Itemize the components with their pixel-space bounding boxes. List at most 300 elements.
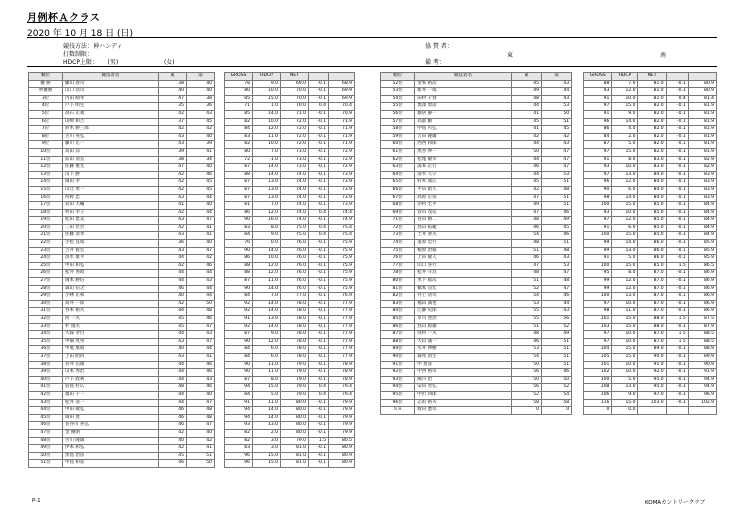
east-score: 48	[511, 270, 541, 278]
result-row	[29, 384, 355, 392]
rank: 24位	[29, 255, 63, 263]
east-score: 40	[159, 437, 187, 445]
adjust: -0.1	[666, 285, 688, 293]
adjust: -0.1	[309, 95, 329, 103]
adjust: 0.4	[309, 232, 329, 240]
gross: 86	[225, 255, 253, 263]
player-name: 井上 清司	[415, 293, 512, 301]
competition-label: 競技方法：神ハンディ	[63, 43, 123, 50]
hdcp: 11.0	[253, 399, 281, 407]
result-row	[381, 202, 717, 210]
column-gap	[572, 308, 584, 316]
gross: 92	[225, 308, 253, 316]
net: 75.0	[281, 232, 309, 240]
south-score: 43	[541, 80, 571, 88]
hdcp: 14.0	[612, 240, 638, 248]
south-score: 53	[541, 103, 571, 111]
rank: 15位	[29, 186, 63, 194]
rank: 5位	[29, 110, 63, 118]
rank: 39位	[29, 369, 63, 377]
result-row	[29, 164, 355, 172]
net: 79.0	[281, 437, 309, 445]
final: 83.9	[688, 171, 716, 179]
south-score: 34	[187, 156, 215, 164]
adjust: -0.1	[666, 240, 688, 248]
final: 76.9	[329, 293, 355, 301]
result-row	[29, 369, 355, 377]
player-name: 安田 善弘	[415, 384, 512, 392]
final: 69.9	[329, 88, 355, 96]
hdcp: 15.0	[612, 232, 638, 240]
south-score: 40	[187, 391, 215, 399]
final: 86.9	[688, 285, 716, 293]
south-score: 47	[541, 270, 571, 278]
player-name: 杉 規夫	[63, 323, 159, 331]
east-score: 40	[159, 293, 187, 301]
net: 81.0	[281, 452, 309, 460]
net: 79.0	[281, 391, 309, 399]
gross: 96	[584, 118, 612, 126]
east-score: 43	[159, 217, 187, 225]
gross: 94	[225, 407, 253, 415]
page-title: 月例杯Ａクラス	[27, 13, 101, 24]
result-row	[29, 323, 355, 331]
south-score: 51	[187, 452, 215, 460]
hdcp: 8.0	[612, 270, 638, 278]
hdcp: 10.0	[612, 331, 638, 339]
column-gap	[572, 331, 584, 339]
adjust: -0.1	[666, 179, 688, 187]
result-row	[381, 103, 717, 111]
column-gap	[572, 232, 584, 240]
net: 78.0	[281, 323, 309, 331]
gross: 106	[584, 391, 612, 399]
gross: 98	[584, 308, 612, 316]
south-score: 45	[187, 118, 215, 126]
gross: 84	[225, 346, 253, 354]
hdcp: 15.0	[612, 399, 638, 407]
gross: 100	[584, 262, 612, 270]
hdcp: 15.0	[253, 95, 281, 103]
column-gap	[215, 255, 225, 263]
east-score: 46	[511, 164, 541, 172]
result-row	[381, 95, 717, 103]
south-score: 47	[187, 399, 215, 407]
column-gap	[215, 316, 225, 324]
hdcp: 15.0	[253, 452, 281, 460]
result-row	[29, 118, 355, 126]
rank: 83位	[381, 300, 415, 308]
club-name: KOMAカントリークラブ	[645, 500, 706, 506]
hdcp: 14.0	[612, 194, 638, 202]
net: 76.0	[281, 255, 309, 263]
east-score: 45	[511, 80, 541, 88]
south-score: 47	[541, 285, 571, 293]
result-row	[29, 247, 355, 255]
final: 84.9	[688, 202, 716, 210]
rank: 51位	[29, 460, 63, 468]
result-row	[381, 346, 717, 354]
gross: 87	[225, 164, 253, 172]
column-gap	[572, 217, 584, 225]
net: 81.0	[638, 80, 666, 88]
player-name: 山口 浩司	[63, 88, 159, 96]
adjust: -0.1	[666, 376, 688, 384]
hdcp: 10.0	[253, 255, 281, 263]
gross: 96	[225, 460, 253, 468]
east-score: 52	[511, 285, 541, 293]
gross: 103	[584, 323, 612, 331]
final: 71.9	[329, 141, 355, 149]
remarks-label: 備 考：	[425, 59, 445, 66]
column-gap	[215, 399, 225, 407]
net: 84.0	[638, 194, 666, 202]
player-name: 高田 涼	[63, 148, 159, 156]
final: 85.9	[688, 255, 716, 263]
rank: 11位	[29, 156, 63, 164]
player-name: 山下 勝	[63, 171, 159, 179]
column-gap	[572, 186, 584, 194]
rank: 77位	[381, 262, 415, 270]
south-score: 46	[541, 232, 571, 240]
player-name: 湯本 正行	[415, 164, 512, 172]
south-score: 42	[187, 255, 215, 263]
net: 78.0	[281, 331, 309, 339]
column-gap	[572, 338, 584, 346]
result-row	[29, 278, 355, 286]
column-gap	[572, 110, 584, 118]
adjust: -0.1	[309, 429, 329, 437]
final: 75.9	[329, 278, 355, 286]
net: 82.0	[638, 148, 666, 156]
hdcp: 5.0	[612, 141, 638, 149]
south-score: 41	[187, 148, 215, 156]
hdcp: 11.0	[253, 369, 281, 377]
hdcp: 13.0	[253, 179, 281, 187]
column-gap	[215, 186, 225, 194]
result-row	[381, 194, 717, 202]
gross: 87	[225, 194, 253, 202]
gross: 87	[225, 331, 253, 339]
south-score: 44	[541, 300, 571, 308]
gross: 91	[584, 95, 612, 103]
final: 89.9	[688, 353, 716, 361]
east-score: 43	[159, 247, 187, 255]
net: 87.0	[638, 300, 666, 308]
column-gap	[572, 156, 584, 164]
adjust	[666, 407, 688, 415]
hdcp: 9.0	[253, 80, 281, 88]
final: 88.9	[688, 346, 716, 354]
column-gap	[215, 73, 225, 81]
east-score: 46	[159, 422, 187, 430]
south-score: 46	[541, 293, 571, 301]
net: 79.0	[281, 384, 309, 392]
result-row	[29, 270, 355, 278]
adjust: -0.1	[309, 110, 329, 118]
player-name: 中 豊彦	[415, 361, 512, 369]
south-score: 41	[187, 353, 215, 361]
final: 81.9	[688, 133, 716, 141]
rank: 22位	[29, 240, 63, 248]
south-score: 40	[187, 202, 215, 210]
net: 78.0	[281, 316, 309, 324]
adjust: -0.1	[309, 88, 329, 96]
gross: 100	[584, 293, 612, 301]
hdcp: 10.0	[612, 300, 638, 308]
player-name: 水井 伸樹	[415, 346, 512, 354]
net: 85.0	[638, 217, 666, 225]
net: 87.0	[638, 331, 666, 339]
south-score: 42	[187, 437, 215, 445]
net: 87.0	[638, 293, 666, 301]
column-gap	[215, 270, 225, 278]
adjust: -0.1	[666, 346, 688, 354]
column-gap	[215, 95, 225, 103]
adjust: -0.1	[309, 194, 329, 202]
final: 77.9	[329, 300, 355, 308]
net: 82.0	[638, 126, 666, 134]
adjust: -0.1	[309, 156, 329, 164]
result-row	[29, 293, 355, 301]
final: 85.9	[688, 240, 716, 248]
column-gap	[215, 445, 225, 453]
south-score: 40	[187, 133, 215, 141]
player-name: 平田 昭久	[415, 186, 512, 194]
result-row	[381, 240, 717, 248]
gross: 96	[225, 452, 253, 460]
hdcp: 14.0	[253, 171, 281, 179]
final: 77.9	[329, 338, 355, 346]
player-name: 松井 秀昭	[63, 270, 159, 278]
east-score: 46	[159, 414, 187, 422]
adjust: -0.1	[309, 118, 329, 126]
final: 78.9	[329, 369, 355, 377]
gross: 84	[225, 391, 253, 399]
final: 88.5	[688, 338, 716, 346]
player-name: 金本 裕次	[415, 80, 512, 88]
player-name: 中西 裕司	[415, 369, 512, 377]
column-gap	[572, 73, 584, 81]
gross: 88	[225, 270, 253, 278]
rank: 58位	[381, 126, 415, 134]
rank: 73位	[381, 232, 415, 240]
player-name: 戸下 政利	[63, 376, 159, 384]
east-score: 46	[511, 338, 541, 346]
player-name: 江藤 史郎	[415, 308, 512, 316]
player-name: 佐藤 重光	[63, 164, 159, 172]
column-gap	[572, 361, 584, 369]
gross: 99	[584, 278, 612, 286]
east-score: 56	[511, 384, 541, 392]
player-name: 藤川 正一	[63, 141, 159, 149]
hdcp: 15.0	[612, 103, 638, 111]
column-header: 東	[511, 73, 541, 81]
final: 71.9	[329, 126, 355, 134]
column-gap	[215, 240, 225, 248]
final: 73.9	[329, 186, 355, 194]
hdcp: 10.0	[612, 361, 638, 369]
adjust: -0.1	[309, 217, 329, 225]
column-gap	[215, 202, 225, 210]
gross: 97	[584, 171, 612, 179]
gross: 72	[225, 156, 253, 164]
east-score: 44	[159, 331, 187, 339]
rank: 74位	[381, 240, 415, 248]
adjust: -0.1	[666, 361, 688, 369]
net: 74.0	[281, 194, 309, 202]
east-score: 54	[511, 232, 541, 240]
hdcp: 6.0	[612, 224, 638, 232]
result-row	[29, 232, 355, 240]
hdcp: 6.0	[253, 353, 281, 361]
gross: 83	[225, 224, 253, 232]
rank: 57位	[381, 118, 415, 126]
hdcp: 13.0	[253, 194, 281, 202]
south-score: 45	[187, 179, 215, 187]
adjust: -0.1	[309, 422, 329, 430]
net: 86.0	[638, 247, 666, 255]
result-row	[381, 110, 717, 118]
result-row	[381, 141, 717, 149]
column-gap	[572, 164, 584, 172]
player-name: 中尾 康昭	[63, 346, 159, 354]
result-row	[381, 255, 717, 263]
player-name: 森山 信之	[63, 285, 159, 293]
column-header	[309, 73, 329, 81]
rank: 23位	[29, 247, 63, 255]
gross: 87	[225, 278, 253, 286]
player-name: 吉井 賢宏	[63, 247, 159, 255]
net: 81.0	[281, 460, 309, 468]
east-score: 46	[511, 255, 541, 263]
result-row	[29, 80, 355, 88]
net: 77.0	[281, 293, 309, 301]
result-row	[29, 194, 355, 202]
column-gap	[572, 80, 584, 88]
adjust: -0.1	[666, 80, 688, 88]
player-name: 土井 春夫	[415, 232, 512, 240]
adjust: -0.1	[309, 126, 329, 134]
column-header: 南	[541, 73, 571, 81]
column-header: 南	[187, 73, 215, 81]
south-label: 南	[660, 52, 667, 59]
player-name: 福田 誠也	[415, 300, 512, 308]
east-score: 53	[511, 300, 541, 308]
final: 86.9	[688, 300, 716, 308]
result-row	[29, 460, 355, 468]
hdcp: 11.0	[612, 308, 638, 316]
east-score: 42	[159, 179, 187, 187]
hdcp: 7.0	[253, 202, 281, 210]
player-name: 長谷川 喜弘	[63, 422, 159, 430]
column-gap	[215, 88, 225, 96]
column-gap	[215, 414, 225, 422]
adjust: -0.1	[666, 156, 688, 164]
final: 85.9	[688, 247, 716, 255]
player-name: 松田 恵美	[63, 217, 159, 225]
final: 77.9	[329, 346, 355, 354]
column-gap	[572, 202, 584, 210]
hdcp: 13.0	[253, 186, 281, 194]
player-name: 黒谷 伸一	[415, 148, 512, 156]
player-name: 藤山 春司	[63, 80, 159, 88]
adjust: -0.1	[309, 141, 329, 149]
rank: 63位	[381, 164, 415, 172]
rank: 20位	[29, 224, 63, 232]
rank: 29位	[29, 293, 63, 301]
player-name: 三田 臣吾	[63, 224, 159, 232]
adjust: -0.1	[309, 369, 329, 377]
south-score: 43	[541, 308, 571, 316]
player-name: 上田 昭四	[63, 353, 159, 361]
column-gap	[572, 278, 584, 286]
net: 87.0	[638, 338, 666, 346]
hdcp: 2.0	[612, 133, 638, 141]
player-name: 堀居 静一	[415, 110, 512, 118]
final: 81.9	[688, 126, 716, 134]
gross: 84	[225, 126, 253, 134]
gross: 87	[584, 141, 612, 149]
east-score: 45	[159, 316, 187, 324]
gross: 93	[225, 422, 253, 430]
east-score: 38	[159, 156, 187, 164]
player-name: 中沢 四郎	[415, 391, 512, 399]
south-score: 41	[187, 445, 215, 453]
result-row	[29, 110, 355, 118]
south-score: 45	[187, 186, 215, 194]
gross: 82	[225, 437, 253, 445]
adjust: -0.1	[666, 88, 688, 96]
hdcp: 9.0	[612, 110, 638, 118]
column-gap	[572, 300, 584, 308]
east-score: 41	[159, 202, 187, 210]
column-gap	[215, 407, 225, 415]
gross: 90	[225, 338, 253, 346]
result-row	[29, 133, 355, 141]
rank: 53位	[381, 88, 415, 96]
net: 90.0	[638, 353, 666, 361]
column-gap	[215, 391, 225, 399]
rank: 41位	[29, 384, 63, 392]
gross: 82	[225, 429, 253, 437]
south-score: 47	[187, 323, 215, 331]
column-gap	[215, 331, 225, 339]
south-score: 40	[187, 240, 215, 248]
south-score: 43	[541, 255, 571, 263]
player-name: 高都 勤	[415, 118, 512, 126]
column-gap	[572, 88, 584, 96]
player-name: 新井 一成	[415, 88, 512, 96]
east-score: 43	[159, 338, 187, 346]
adjust: 0.4	[309, 209, 329, 217]
column-gap	[215, 429, 225, 437]
gross: 102	[584, 369, 612, 377]
result-row	[29, 156, 355, 164]
adjust: -0.1	[309, 452, 329, 460]
hdcp: 10.0	[253, 141, 281, 149]
column-header: 競技者名	[63, 73, 159, 81]
east-score: 43	[159, 232, 187, 240]
final: 94.9	[688, 376, 716, 384]
column-gap	[215, 422, 225, 430]
net: 84.0	[638, 186, 666, 194]
east-score: 42	[159, 224, 187, 232]
south-score: 41	[187, 232, 215, 240]
adjust: -0.1	[666, 103, 688, 111]
column-gap	[215, 110, 225, 118]
adjust: 0.4	[666, 95, 688, 103]
